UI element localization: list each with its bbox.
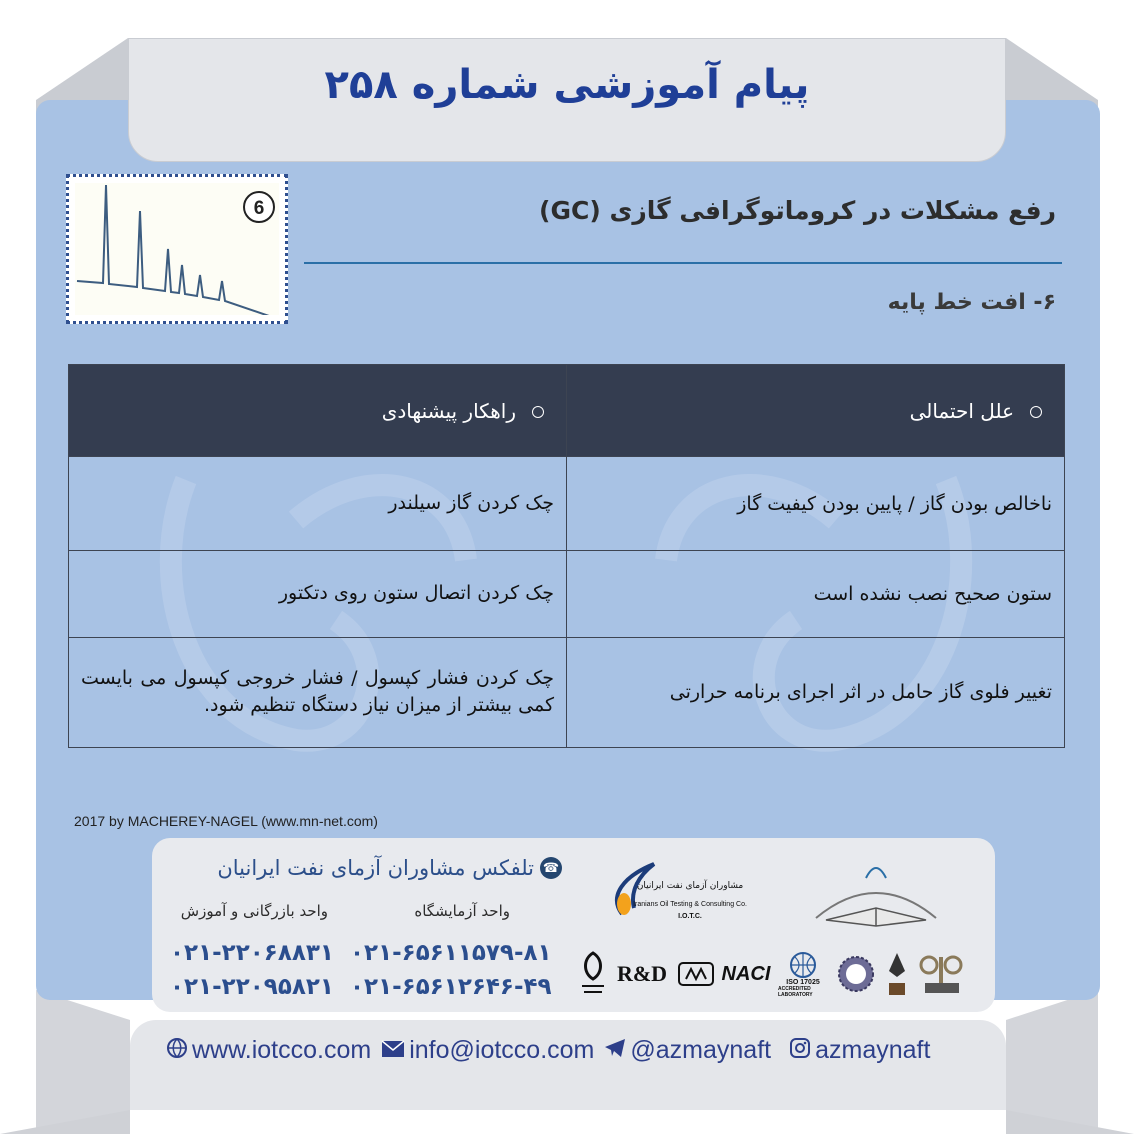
telegram-icon <box>604 1038 626 1064</box>
chromatogram-thumbnail <box>66 174 288 324</box>
rd-badge: R&D <box>616 961 668 986</box>
envelope-icon <box>381 1038 405 1064</box>
title-divider <box>304 262 1062 264</box>
page-title: پیام آموزشی شماره ۲۵۸ <box>324 62 810 108</box>
table-row <box>69 637 1065 747</box>
commercial-unit-label: واحد بازرگانی و آموزش <box>180 902 328 920</box>
source-credit: 2017 by MACHEREY-NAGEL (www.mn-net.com) <box>74 813 378 829</box>
bullet-icon <box>532 406 544 418</box>
baseline-drift-chart-icon <box>75 183 279 315</box>
topic-title: رفع مشکلات در کروماتوگرافی گازی (GC) <box>539 196 1056 225</box>
header-solutions <box>69 365 567 457</box>
troubleshooting-table <box>68 364 1065 748</box>
header-solutions-label: راهکار پیشنهادی <box>381 398 516 423</box>
table-row <box>69 457 1065 551</box>
footer-links <box>166 1036 930 1065</box>
iso-label: ISO 17025 <box>786 978 820 986</box>
instagram-text: azmaynaft <box>815 1036 931 1064</box>
header-causes <box>567 365 1065 457</box>
training-center-logo <box>796 848 956 930</box>
table-header-row <box>69 365 1065 457</box>
iotc-logo <box>604 856 754 926</box>
iso-sub-label: ACCREDITED LABORATORY <box>778 985 813 998</box>
globe-icon <box>166 1037 188 1065</box>
lab-unit-label: واحد آزمایشگاه <box>414 902 510 920</box>
footer-panel <box>130 1020 1006 1110</box>
instagram-icon <box>789 1037 811 1065</box>
standard-mark-icon <box>676 946 716 1002</box>
email-text: info@iotcco.com <box>409 1036 595 1064</box>
bullet-icon <box>1030 406 1042 418</box>
award-icon <box>882 946 912 1002</box>
telegram-link[interactable] <box>604 1036 771 1065</box>
iotc-name-en: Iranians Oil Testing & Consulting Co. <box>633 901 747 908</box>
phone-title-label: تلفکس مشاوران آزمای نفت ایرانیان <box>217 856 534 880</box>
section-heading: ۶- افت خط پایه <box>887 290 1056 315</box>
iotc-abbr: I.O.T.C. <box>678 913 702 920</box>
commercial-phone-2[interactable]: ۰۲۱-۲۲۰۹۵۸۲۱ <box>170 974 334 1000</box>
instagram-link[interactable] <box>789 1036 930 1065</box>
commercial-phone-1[interactable]: ۰۲۱-۲۲۰۶۸۸۳۱ <box>170 940 334 966</box>
solution-cell: چک کردن فشار کپسول / فشار خروجی کپسول می بایست کمی بیشتر از میزان نیاز دستگاه تنظیم شود. <box>69 637 567 747</box>
naci-badge: NACI <box>721 962 771 985</box>
emblem-icon <box>576 946 610 1002</box>
telegram-text: @azmaynaft <box>630 1036 772 1064</box>
iso-badge <box>778 946 828 1002</box>
solution-cell: چک کردن اتصال ستون روی دتکتور <box>69 551 567 637</box>
website-link[interactable] <box>166 1036 371 1065</box>
email-link[interactable] <box>381 1036 594 1065</box>
lab-phone-2[interactable]: ۰۲۱-۶۵۶۱۲۶۴۶-۴۹ <box>350 974 552 1000</box>
solution-cell: چک کردن گاز سیلندر <box>69 457 567 551</box>
seal-icon <box>834 946 878 1002</box>
phone-icon: ☎ <box>540 857 562 879</box>
iotc-name-fa: مشاوران آزمای نفت ایرانیان <box>636 881 744 891</box>
trophy-group-icon <box>916 946 968 1002</box>
cause-cell: ناخالص بودن گاز / پایین بودن کیفیت گاز <box>567 457 1065 551</box>
cause-cell: ستون صحیح نصب نشده است <box>567 551 1065 637</box>
lab-phone-1[interactable]: ۰۲۱-۶۵۶۱۱۵۷۹-۸۱ <box>350 940 552 966</box>
thumbnail-badge-number: 6 <box>253 198 265 219</box>
phone-title <box>217 856 562 880</box>
table-row <box>69 551 1065 637</box>
header-causes-label: علل احتمالی <box>909 398 1014 423</box>
cause-cell: تغییر فلوی گاز حامل در اثر اجرای برنامه حرارتی <box>567 637 1065 747</box>
website-text: www.iotcco.com <box>192 1036 372 1064</box>
